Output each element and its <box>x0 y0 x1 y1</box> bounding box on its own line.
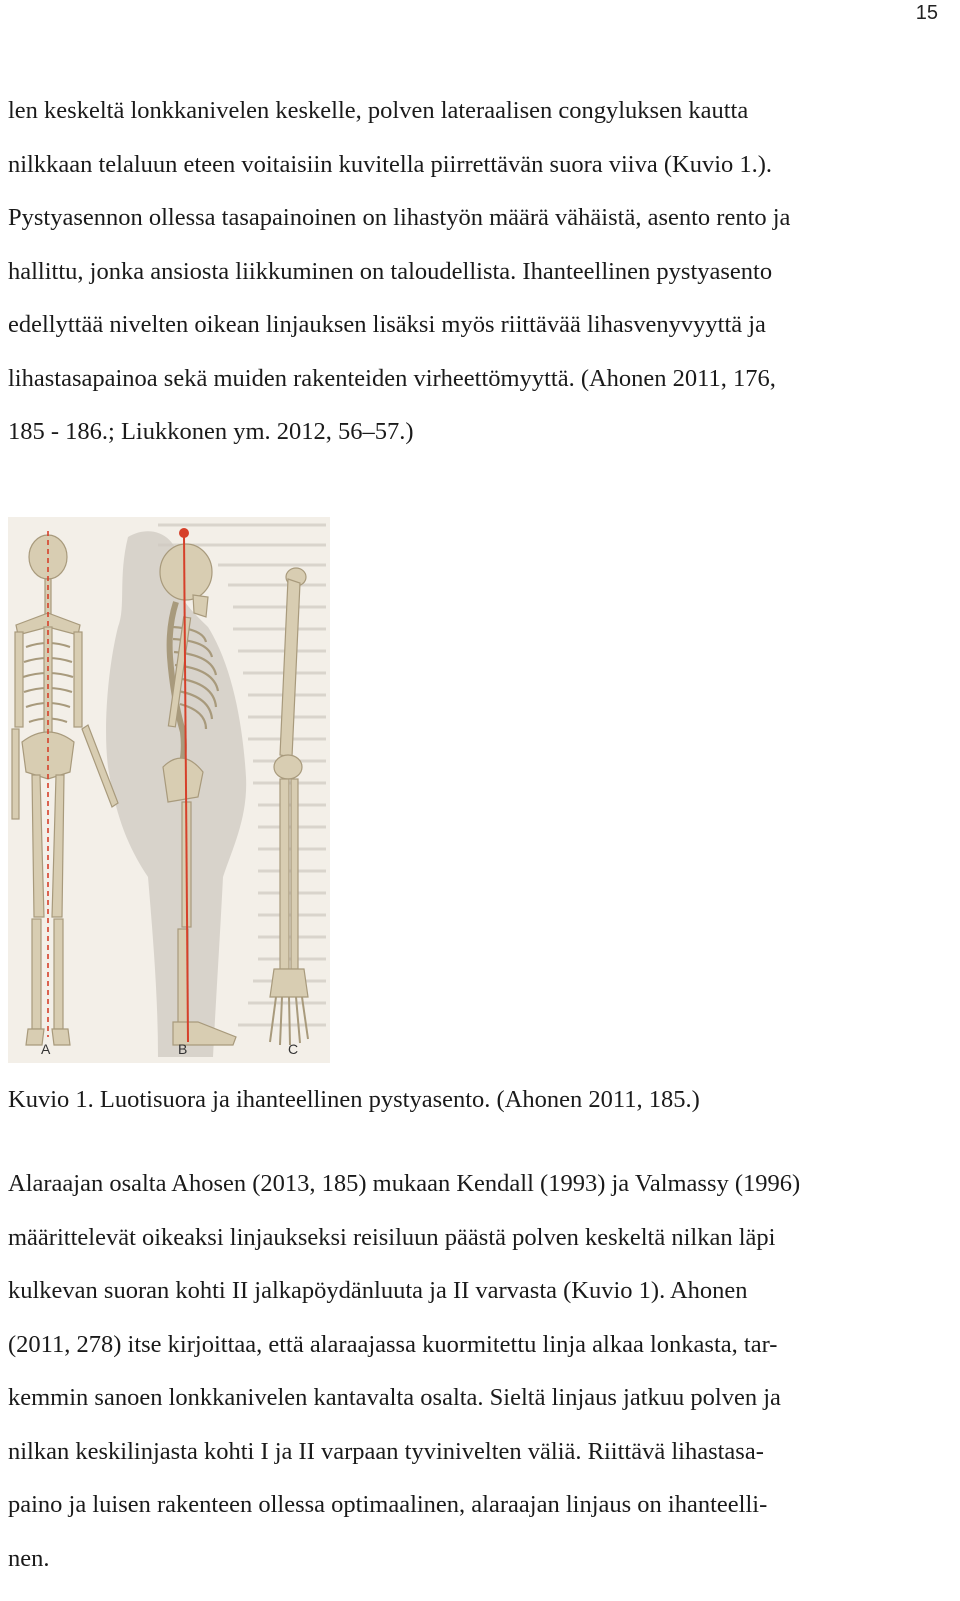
paragraph-2 <box>8 1157 953 1585</box>
figure-caption: Kuvio 1. Luotisuora ja ihanteellinen pystyasento. (Ahonen 2011, 185.) <box>8 1086 700 1113</box>
text-line: Pystyasennon ollessa tasapainoinen on lihastyön määrä vähäistä, asento rento ja <box>8 204 791 231</box>
plumb-bob-b <box>179 528 189 538</box>
figure-label-c: C <box>288 1041 299 1057</box>
text-line: (2011, 278) itse kirjoittaa, että alaraajassa kuormitettu linja alkaa lonkasta, tar- <box>8 1330 778 1358</box>
text-line: 185 - 186.; Liukkonen ym. 2012, 56–57.) <box>8 418 414 445</box>
text-line: paino ja luisen rakenteen ollessa optimaalinen, alaraajan linjaus on ihanteelli- <box>8 1491 768 1518</box>
skeleton-illustration <box>8 517 330 1063</box>
text-line: kemmin sanoen lonkkanivelen kantavalta osalta. Sieltä linjaus jatkuu polven ja <box>8 1384 781 1411</box>
paragraph-1 <box>8 84 953 459</box>
text-line: edellyttää nivelten oikean linjauksen lisäksi myös riittävää lihasvenyvyyttä ja <box>8 311 766 338</box>
text-line: len keskeltä lonkkanivelen keskelle, polven lateraalisen congyluksen kautta <box>8 97 749 124</box>
text-line: nen. <box>8 1544 50 1572</box>
text-line: hallittu, jonka ansiosta liikkuminen on taloudellista. Ihanteellinen pystyasento <box>8 257 773 285</box>
text-line: Alaraajan osalta Ahosen (2013, 185) mukaan Kendall (1993) ja Valmassy (1996) <box>8 1170 801 1197</box>
text-line: nilkkaan telaluun eteen voitaisiin kuvitella piirrettävän suora viiva (Kuvio 1.). <box>8 150 773 178</box>
page-number: 15 <box>915 2 938 24</box>
text-line: kulkevan suoran kohti II jalkapöydänluuta ja II varvasta (Kuvio 1). Ahonen <box>8 1277 748 1304</box>
figure-label-a: A <box>41 1041 51 1057</box>
skeleton-posture-figure <box>8 517 330 1063</box>
text-line: lihastasapainoa sekä muiden rakenteiden virheettömyyttä. (Ahonen 2011, 176, <box>8 364 776 392</box>
figure-label-b: B <box>178 1041 188 1057</box>
text-line: määrittelevät oikeaksi linjaukseksi reisiluun päästä polven keskeltä nilkan läpi <box>8 1223 776 1251</box>
text-line: nilkan keskilinjasta kohti I ja II varpaan tyvinivelten väliä. Riittävä lihastasa- <box>8 1437 764 1465</box>
skeleton-a-back-view <box>12 535 118 1045</box>
